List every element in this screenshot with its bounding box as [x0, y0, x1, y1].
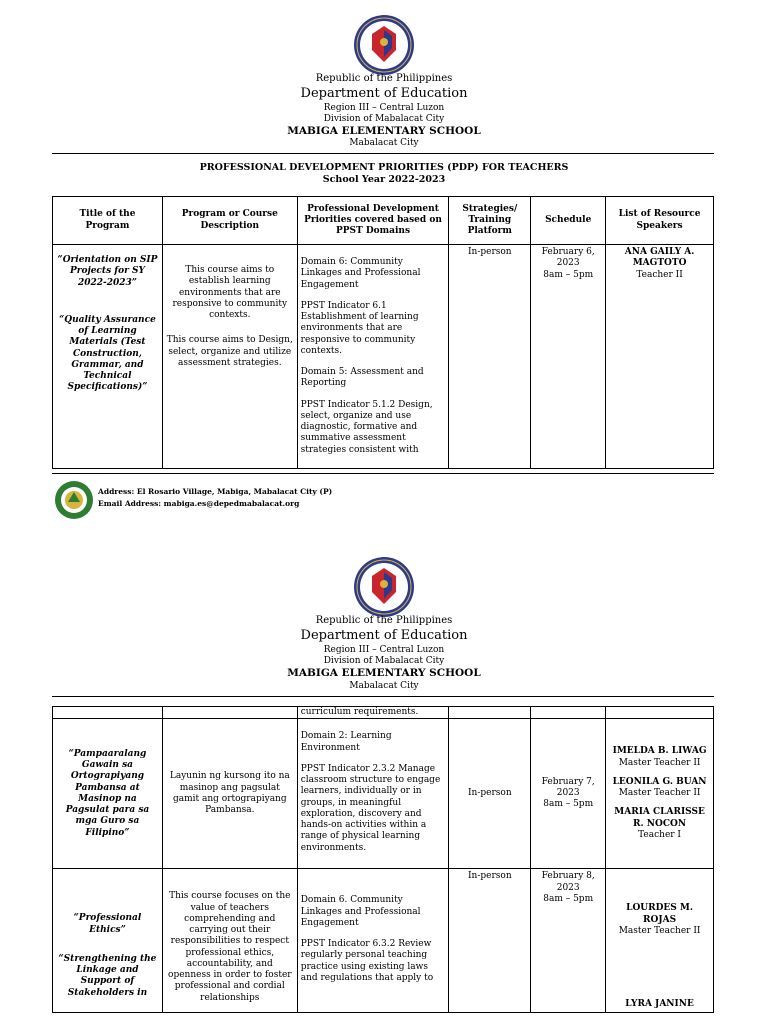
empty-cell [606, 707, 714, 719]
priority-domain: Domain 6: Community Linkages and Professional Engagement [300, 257, 421, 290]
empty-cell [53, 707, 163, 719]
footer-rule [52, 473, 714, 474]
speakers-cell [606, 869, 714, 1013]
course-description: This course aims to Design, select, organize and utilize assessment strategies. [166, 335, 293, 368]
speaker-role: Teacher II [636, 269, 683, 280]
header-speakers: List of Resource Speakers [606, 197, 714, 245]
program-title: “Quality Assurance of Learning Materials (Test Construction, Grammar, and Technical Specifications)” [59, 314, 156, 393]
course-description: This course aims to establish learning environments that are responsive to community contexts. [172, 265, 288, 320]
region-text: Region III – Central Luzon [323, 103, 445, 113]
schedule-cell [531, 719, 606, 869]
city-text: Mabalacat City [349, 138, 419, 148]
document-title: PROFESSIONAL DEVELOPMENT PRIORITIES (PDP) FOR TEACHERS [199, 162, 569, 173]
program-title: “Strengthening the Linkage and Support of Stakeholders in [58, 953, 157, 998]
pdp-table-page2 [52, 706, 714, 1013]
speaker-role: Teacher I [638, 829, 681, 840]
priority-indicator: PPST Indicator 6.3.2 Review regularly personal teaching practice using existing laws and regulations that apply to [300, 939, 434, 983]
schedule-date: February 8, 2023 [541, 871, 595, 893]
schedule-time: 8am – 5pm [543, 269, 594, 280]
table-row [53, 719, 714, 869]
table-header-row [53, 197, 714, 245]
course-description: Layunin ng kursong ito na masinop ang pagsulat gamit ang ortograpiyang Pambansa. [162, 719, 297, 869]
school-year: School Year 2022-2023 [322, 174, 446, 185]
empty-cell [449, 707, 531, 719]
header-priorities: Professional Development Priorities covered based on PPST Domains [297, 197, 449, 245]
empty-cell [162, 707, 297, 719]
division-text: Division of Mabalacat City [323, 656, 445, 666]
strategy-cell: In-person [449, 719, 531, 869]
header-rule [52, 153, 714, 154]
header-strategies: Strategies/ Training Platform [449, 197, 531, 245]
school-name: MABIGA ELEMENTARY SCHOOL [287, 125, 481, 137]
priority-domain: Domain 2: Learning Environment [300, 731, 392, 753]
speaker-name: ANA GAILY A. MAGTOTO [624, 247, 695, 269]
priorities-cell [297, 869, 449, 1013]
description-cell [162, 245, 297, 469]
department-text: Department of Education [300, 628, 468, 643]
speakers-cell [606, 245, 714, 469]
footer-address: Address: El Rosario Village, Mabiga, Mabalacat City (P) [98, 487, 333, 496]
department-text: Department of Education [300, 86, 468, 101]
speaker-role: Master Teacher II [618, 757, 701, 768]
speaker-name: LEONILA G. BUAN [612, 776, 707, 787]
table-row [53, 707, 714, 719]
program-title-cell [53, 245, 163, 469]
program-title-cell [53, 869, 163, 1013]
republic-text: Republic of the Philippines [315, 73, 453, 84]
region-text: Region III – Central Luzon [323, 645, 445, 655]
speaker-name: LOURDES M. ROJAS [626, 903, 693, 925]
priorities-cell [297, 719, 449, 869]
schedule-date: February 6, 2023 [541, 247, 595, 269]
speaker-name: LYRA JANINE [625, 999, 694, 1009]
speaker-role: Master Teacher II [618, 788, 701, 799]
city-text: Mabalacat City [349, 681, 419, 691]
schedule-cell [531, 245, 606, 469]
school-name: MABIGA ELEMENTARY SCHOOL [287, 667, 481, 679]
schedule-time: 8am – 5pm [543, 893, 594, 904]
priority-indicator: PPST Indicator 5.1.2 Design, select, organize and use diagnostic, formative and summative assessment strategies consistent with [300, 399, 433, 455]
speakers-cell [606, 719, 714, 869]
program-title: “Orientation on SIP Projects for SY 2022-2023” [57, 255, 158, 288]
priority-domain: Domain 6. Community Linkages and Professional Engagement [300, 895, 421, 928]
program-title: “Pampaaralang Gawain sa Ortograpiyang Pambansa at Masinop na Pagsulat para sa mga Guro sa Filipino” [53, 719, 163, 869]
table-row [53, 245, 714, 469]
priority-continuation: curriculum requirements. [297, 707, 449, 719]
speaker-name: IMELDA B. LIWAG [612, 746, 707, 757]
republic-text: Republic of the Philippines [315, 615, 453, 626]
schedule-date: February 7, 2023 [541, 776, 595, 799]
course-description: This course focuses on the value of teachers comprehending and carrying out their responsibilities to respect professional ethics, accountability, and openness in order to foster professional and cordial relationships [162, 869, 297, 1013]
speaker-role: Master Teacher II [618, 925, 701, 936]
header-rule [52, 696, 714, 697]
pdp-table-page1 [52, 196, 714, 469]
priority-domain: Domain 5: Assessment and Reporting [300, 367, 424, 389]
speaker-name: MARIA CLARISSE R. NOCON [614, 807, 705, 829]
strategy-cell: In-person [449, 869, 531, 1013]
school-logo [54, 480, 94, 520]
strategy-cell: In-person [449, 245, 531, 469]
header-title: Title of the Program [53, 197, 163, 245]
deped-seal-top [353, 14, 415, 76]
footer-email: Email Address: mabiga.es@depedmabalacat.org [98, 499, 300, 508]
priority-indicator: PPST Indicator 6.1 Establishment of learning environments that are responsive to community contexts. [300, 300, 419, 356]
deped-seal-page2 [353, 556, 415, 618]
program-title: “Professional Ethics” [73, 913, 142, 935]
priority-indicator: PPST Indicator 2.3.2 Manage classroom structure to engage learners, individually or in groups, in meaningful exploration, discovery and hands-on activities within a range of physical learning environments. [300, 763, 441, 853]
division-text: Division of Mabalacat City [323, 114, 445, 124]
header-schedule: Schedule [531, 197, 606, 245]
table-row [53, 869, 714, 1013]
empty-cell [531, 707, 606, 719]
header-description: Program or Course Description [162, 197, 297, 245]
schedule-time: 8am – 5pm [543, 799, 594, 810]
schedule-cell [531, 869, 606, 1013]
priorities-cell [297, 245, 449, 469]
